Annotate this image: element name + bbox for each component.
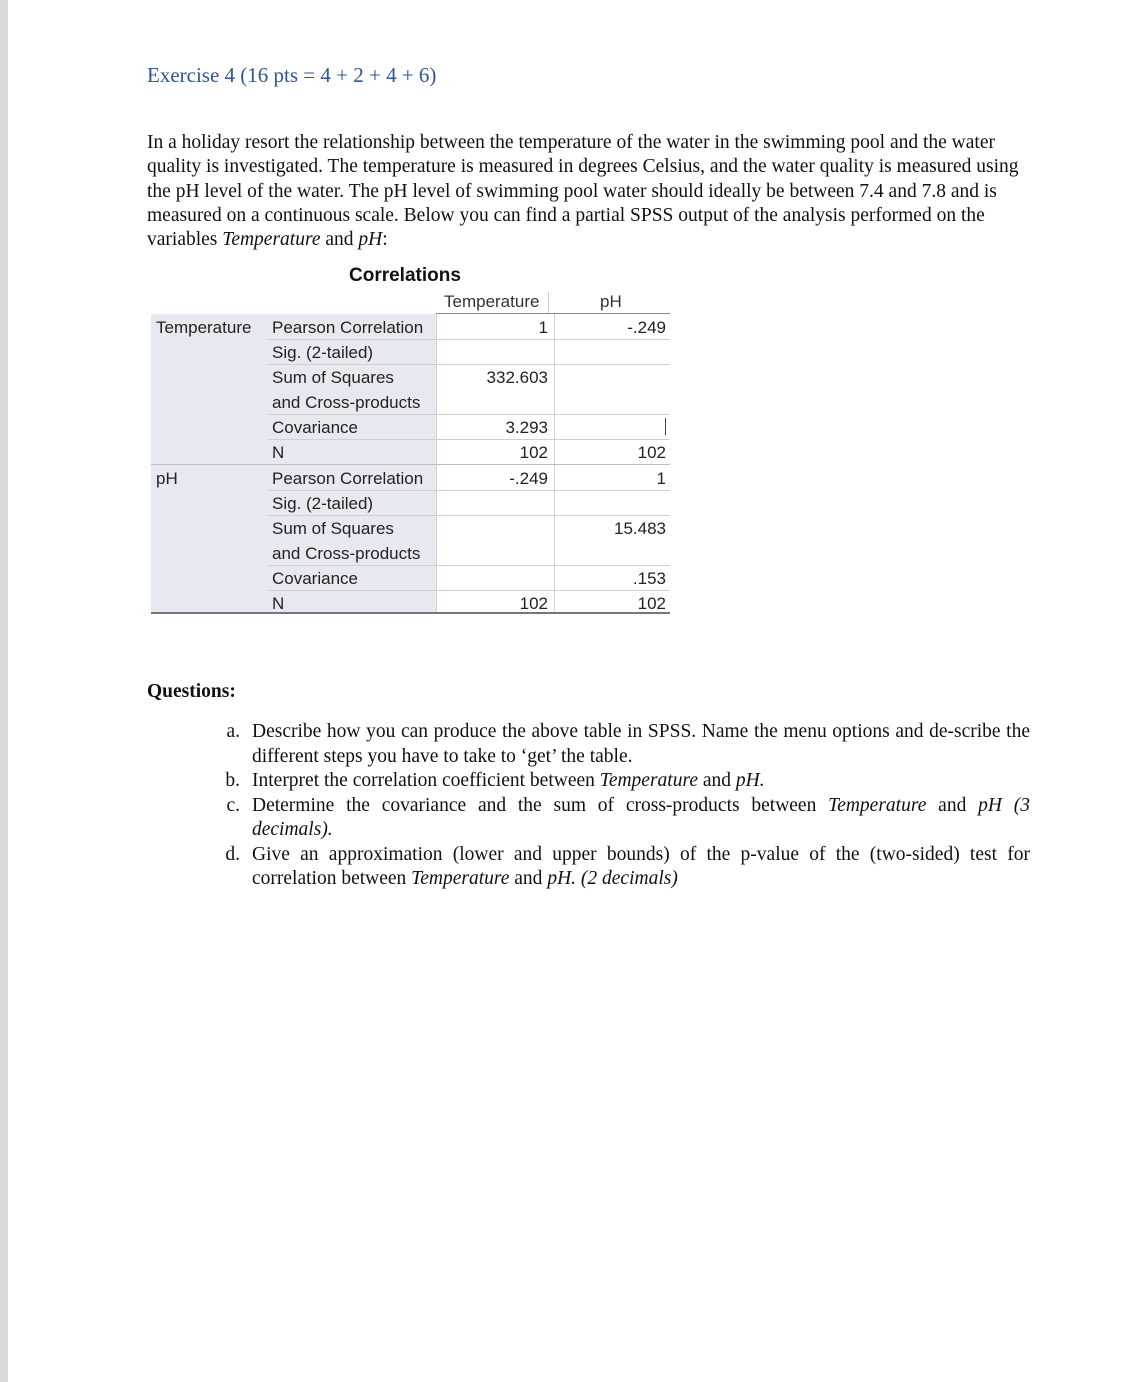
col-header-temperature: Temperature — [444, 292, 540, 311]
header-underline — [436, 313, 670, 314]
intro-and: and — [320, 229, 359, 251]
question-a — [210, 720, 1030, 769]
question-text-part: Give an approximation (lower and upper bounds) of the p-value of the (two-sided) test for correlation between — [252, 843, 1030, 889]
intro-colon: : — [382, 229, 388, 251]
cell-value: -.249 — [627, 318, 666, 337]
question-text-part: and — [509, 868, 548, 889]
cell-value: 15.483 — [614, 519, 666, 538]
row-label: Covariance — [272, 418, 358, 437]
row-var-temperature: Temperature — [156, 318, 252, 337]
question-emphasis: pH. (2 decimals) — [547, 868, 678, 889]
question-text — [252, 794, 1030, 843]
question-emphasis: Temperature — [599, 770, 698, 791]
table-bottom-border — [151, 612, 670, 614]
row-line — [268, 414, 670, 415]
question-text — [252, 769, 1030, 794]
questions-list — [210, 720, 1030, 892]
question-text: Describe how you can produce the above table in SPSS. Name the menu options and de-scribe the different steps you have to take to ‘get’ the table. — [252, 721, 1030, 767]
question-letter: d. — [225, 843, 240, 865]
question-letter: a. — [226, 721, 240, 742]
row-line — [268, 490, 670, 491]
question-emphasis: pH (3 decimals). — [252, 794, 1030, 840]
row-label-cont: and Cross-products — [272, 393, 421, 412]
col-header-ph: pH — [600, 292, 622, 311]
row-label: Sig. (2-tailed) — [272, 494, 374, 513]
row-var-ph: pH — [156, 469, 178, 488]
cell-tick-mark — [665, 418, 666, 435]
table-caption: Correlations — [349, 265, 461, 286]
cell-value: 102 — [519, 443, 548, 462]
row-line — [268, 439, 670, 440]
row-label: Pearson Correlation — [272, 318, 424, 337]
row-label-cont: and Cross-products — [272, 544, 421, 563]
question-text — [252, 843, 1030, 892]
row-label: Covariance — [272, 569, 358, 588]
intro-var-ph: pH — [358, 229, 383, 251]
question-text-part: Determine the covariance and the sum of cross-products between — [252, 794, 829, 816]
row-line — [268, 565, 670, 566]
question-emphasis: Temperature — [411, 868, 510, 889]
cell-value: 102 — [637, 594, 666, 613]
question-c — [210, 794, 1030, 843]
intro-paragraph — [147, 131, 1027, 252]
row-label: Sum of Squares — [272, 519, 394, 538]
cell-value: 1 — [656, 469, 666, 488]
cell-value: 1 — [538, 318, 548, 337]
question-text-part: and — [698, 770, 736, 791]
cell-value: 3.293 — [505, 418, 548, 437]
question-letter: b. — [225, 770, 240, 791]
group-separator — [151, 464, 670, 465]
row-line — [268, 339, 670, 340]
question-letter: c. — [226, 794, 240, 816]
cell-value: -.249 — [509, 469, 548, 488]
cell-value: 102 — [637, 443, 666, 462]
row-line — [268, 364, 670, 365]
question-emphasis: pH. — [735, 770, 765, 791]
cell-value: 102 — [519, 594, 548, 613]
question-d — [210, 843, 1030, 892]
page-left-edge — [0, 0, 8, 1382]
question-emphasis: Temperature — [828, 794, 927, 816]
row-label: N — [272, 443, 285, 462]
row-label: Sig. (2-tailed) — [272, 343, 374, 362]
cell-value: .153 — [632, 569, 666, 588]
row-label: N — [272, 594, 285, 613]
row-line — [268, 590, 670, 591]
questions-heading: Questions: — [147, 681, 236, 702]
intro-text: In a holiday resort the relationship between the temperature of the water in the swimming pool and the water quality is investigated. The temperature is measured in degrees Celsius, and the water quality is measured using the pH level of the water. The pH level of swimming pool water should ideally be between 7.4 and 7.8 and is measured on a continuous scale. Below you can find a partial SPSS output of the analysis performed on the variables — [147, 132, 1019, 251]
row-label: Sum of Squares — [272, 368, 394, 387]
cell-value: 332.603 — [486, 368, 548, 387]
row-label: Pearson Correlation — [272, 469, 424, 488]
intro-var-temperature: Temperature — [222, 229, 321, 251]
exercise-title: Exercise 4 (16 pts = 4 + 2 + 4 + 6) — [147, 63, 437, 87]
question-b — [210, 769, 1030, 794]
row-line — [268, 515, 670, 516]
question-text-part: and — [926, 794, 979, 816]
question-text-part: Interpret the correlation coefficient between — [252, 770, 600, 791]
header-divider — [548, 292, 549, 314]
